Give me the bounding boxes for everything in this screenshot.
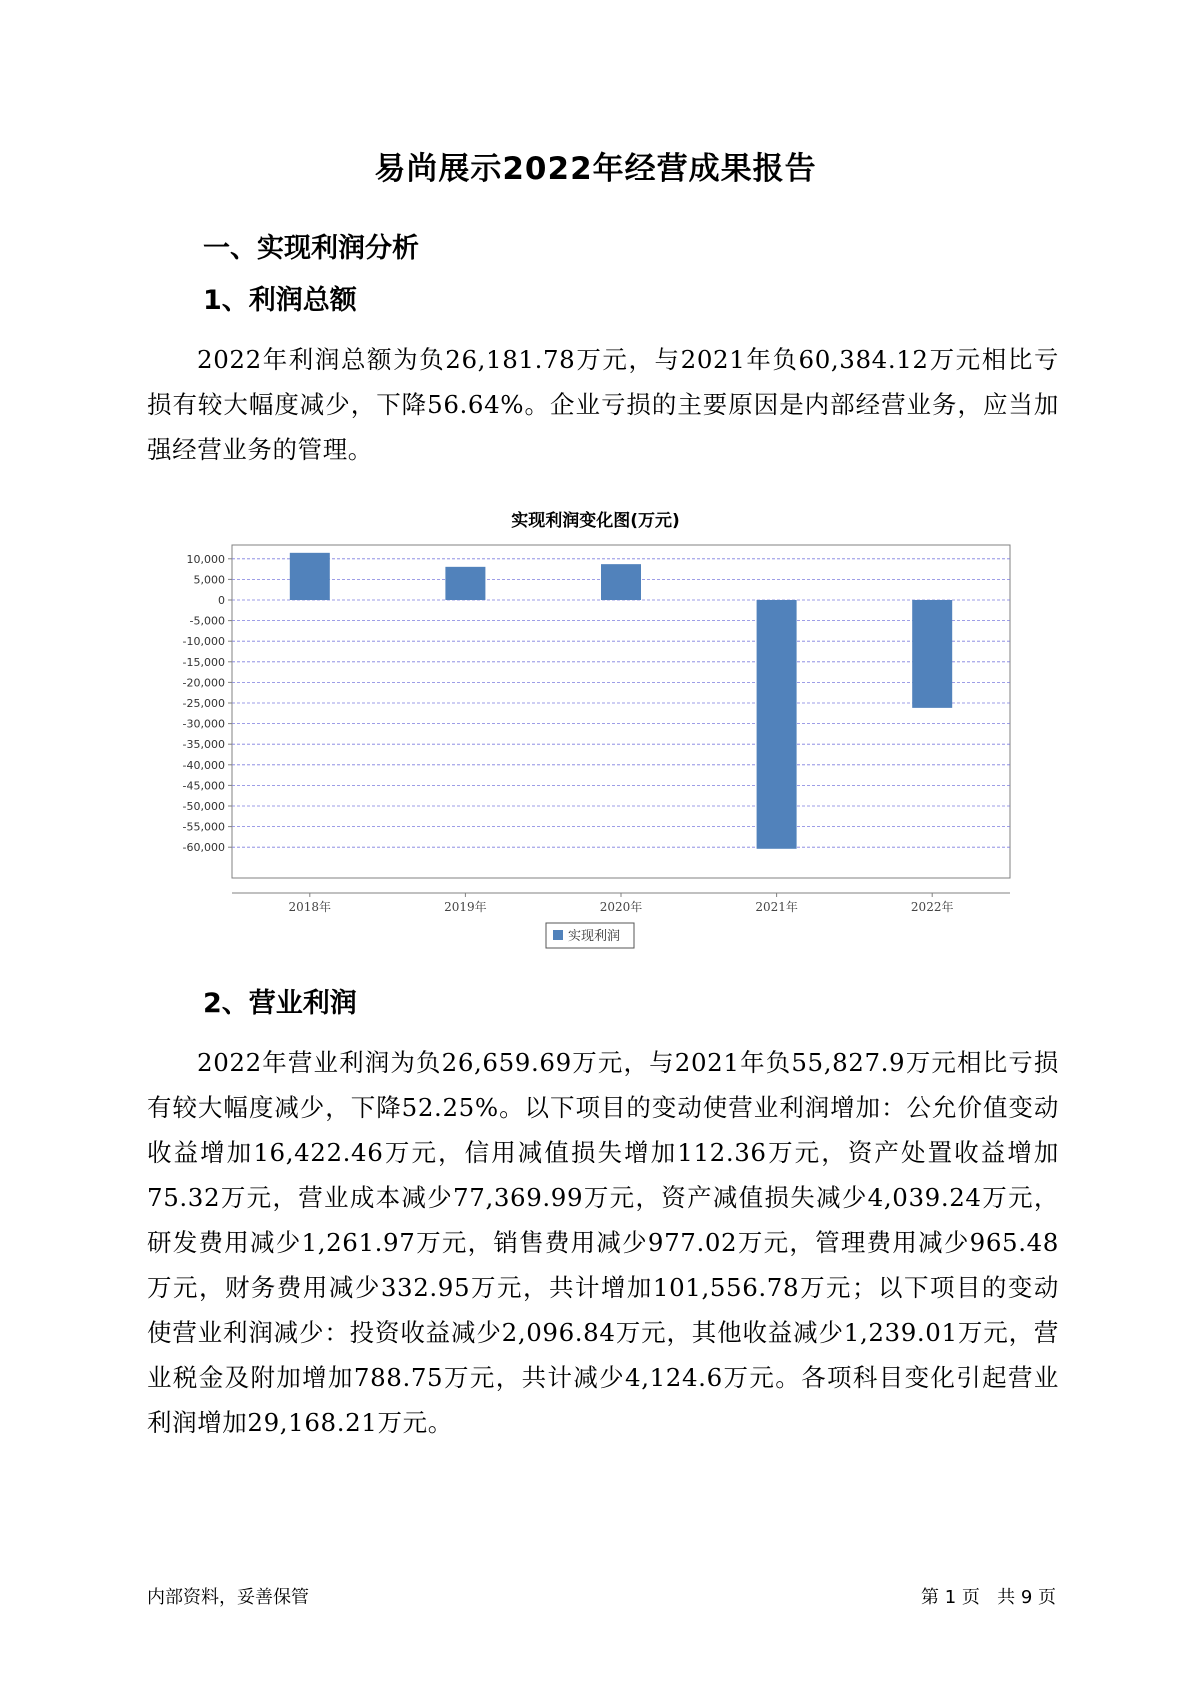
x-tick-label: 2019年 [444, 900, 487, 914]
legend-label: 实现利润 [568, 929, 621, 944]
y-tick-label: -55,000 [182, 820, 225, 834]
bar-2020年 [601, 564, 641, 600]
legend-swatch [553, 930, 563, 940]
y-tick-label: -50,000 [182, 800, 225, 813]
x-tick-label: 2020年 [599, 900, 643, 914]
y-tick-label: -10,000 [182, 635, 225, 649]
legend [546, 923, 634, 948]
y-tick-label: -40,000 [182, 758, 225, 772]
y-tick-label: 0 [218, 594, 225, 607]
footer-page-number: 第 1 页 共 9 页 [921, 1587, 1056, 1608]
paragraph-total-profit: 2022年利润总额为负26,181.78万元，与2021年负60,384.12万元相比亏损有较大幅度减少，下降56.64%。企业亏损的主要原因是内部经营业务，应当加强经营业务的管理。 [147, 345, 1059, 464]
y-tick-label: -20,000 [182, 676, 225, 690]
y-tick-label: -15,000 [182, 655, 225, 669]
profit-bar-chart [150, 535, 1030, 975]
y-tick-label: -25,000 [182, 697, 225, 710]
y-axis-ticks [183, 553, 232, 854]
subsection-heading-operating-profit: 2、营业利润 [203, 988, 357, 1019]
footer-confidential-note: 内部资料，妥善保管 [147, 1587, 309, 1608]
y-tick-label: 5,000 [193, 573, 225, 587]
y-tick-label: -35,000 [182, 738, 225, 752]
x-axis-ticks [289, 893, 954, 914]
section-heading-profit-analysis: 一、实现利润分析 [203, 233, 419, 264]
paragraph-operating-profit: 2022年营业利润为负26,659.69万元，与2021年负55,827.9万元相比亏损有较大幅度减少，下降52.25%。以下项目的变动使营业利润增加：公允价值变动收益增加16,422.46万元，信用减值损失增加112.36万元，资产处置收益增加75.32万元，营业成本减少77,369.99万元，资产减值损失减少4,039.24万元，研发费用减少1,261.97万元，销售费用减少977.02万元，管理费用减少965.48万元，财务费用减少332.95万元，共计增加101,556.78万元；以下项目的变动使营业利润减少：投资收益减少2,096.84万元，其他收益减少1,239.01万元，营业税金及附加增加788.75万元，共计减少4,124.6万元。各项科目变化引起营业利润增加29,168.21万元。 [147, 1048, 1059, 1437]
bar-2018年 [290, 553, 330, 600]
x-tick-label: 2021年 [755, 900, 798, 914]
y-tick-label: -60,000 [182, 841, 225, 855]
y-tick-label: -30,000 [182, 717, 225, 731]
x-tick-label: 2022年 [910, 900, 954, 914]
chart-title: 实现利润变化图(万元) [511, 511, 680, 531]
bar-2019年 [445, 567, 485, 600]
y-tick-label: -45,000 [182, 779, 225, 793]
subsection-heading-total-profit: 1、利润总额 [203, 285, 357, 316]
bar-2022年 [912, 600, 952, 708]
x-tick-label: 2018年 [288, 900, 332, 914]
document-title: 易尚展示2022年经营成果报告 [374, 151, 817, 187]
y-tick-label: -5,000 [189, 614, 225, 628]
y-tick-label: 10,000 [186, 552, 225, 566]
bar-2021年 [757, 600, 797, 849]
